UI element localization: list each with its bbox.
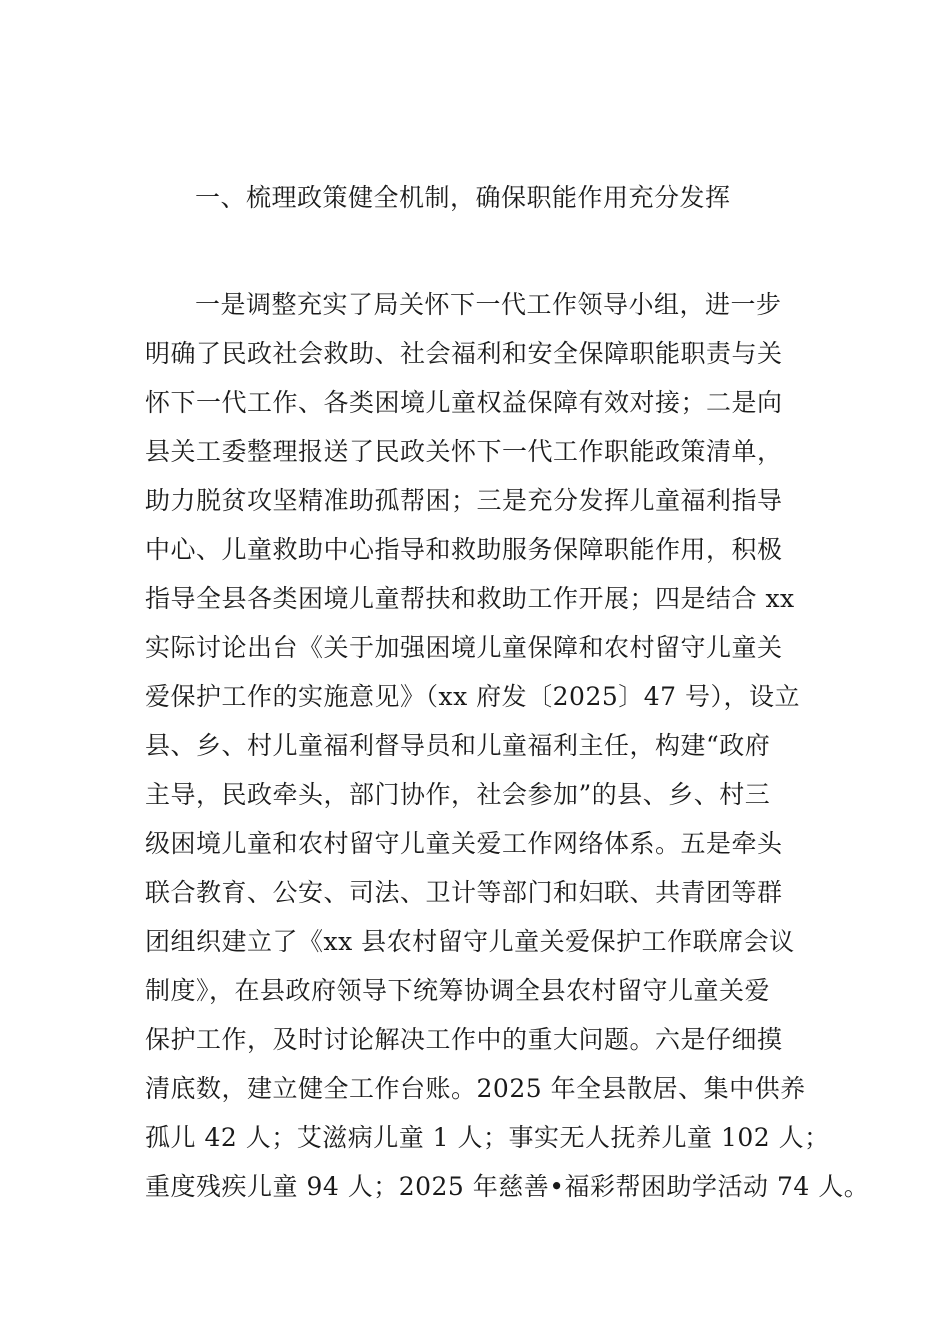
body-paragraph <box>145 280 870 1211</box>
paragraph-line: 一是调整充实了局关怀下一代工作领导小组，进一步 <box>195 290 782 319</box>
paragraph-line: 怀下一代工作、各类困境儿童权益保障有效对接；二是向 <box>145 388 783 417</box>
paragraph-line: 爱保护工作的实施意见》（xx 府发〔2025〕47 号），设立 <box>145 682 801 711</box>
paragraph-line: 主导，民政牵头，部门协作，社会参加”的县、乡、村三 <box>145 780 771 809</box>
section-heading: 一、梳理政策健全机制，确保职能作用充分发挥 <box>195 183 731 212</box>
paragraph-line: 清底数，建立健全工作台账。2025 年全县散居、集中供养 <box>145 1074 806 1103</box>
paragraph-line: 县关工委整理报送了民政关怀下一代工作职能政策清单， <box>145 437 783 466</box>
paragraph-line: 级困境儿童和农村留守儿童关爱工作网络体系。五是牵头 <box>145 829 783 858</box>
paragraph-line: 实际讨论出台《关于加强困境儿童保障和农村留守儿童关 <box>145 633 783 662</box>
paragraph-line: 明确了民政社会救助、社会福利和安全保障职能职责与关 <box>145 339 783 368</box>
paragraph-line: 县、乡、村儿童福利督导员和儿童福利主任，构建“政府 <box>145 731 771 760</box>
paragraph-line: 制度》，在县政府领导下统筹协调全县农村留守儿童关爱 <box>145 976 771 1005</box>
paragraph-line: 孤儿 42 人；艾滋病儿童 1 人；事实无人抚养儿童 102 人； <box>145 1123 830 1152</box>
paragraph-line: 保护工作，及时讨论解决工作中的重大问题。六是仔细摸 <box>145 1025 783 1054</box>
paragraph-line: 联合教育、公安、司法、卫计等部门和妇联、共青团等群 <box>145 878 783 907</box>
paragraph-line: 重度残疾儿童 94 人；2025 年慈善•福彩帮困助学活动 74 人。 <box>145 1172 870 1201</box>
paragraph-line: 团组织建立了《xx 县农村留守儿童关爱保护工作联席会议 <box>145 927 795 956</box>
paragraph-line: 指导全县各类困境儿童帮扶和救助工作开展；四是结合 xx <box>145 584 795 613</box>
paragraph-line: 助力脱贫攻坚精准助孤帮困；三是充分发挥儿童福利指导 <box>145 486 783 515</box>
paragraph-line: 中心、儿童救助中心指导和救助服务保障职能作用，积极 <box>145 535 783 564</box>
